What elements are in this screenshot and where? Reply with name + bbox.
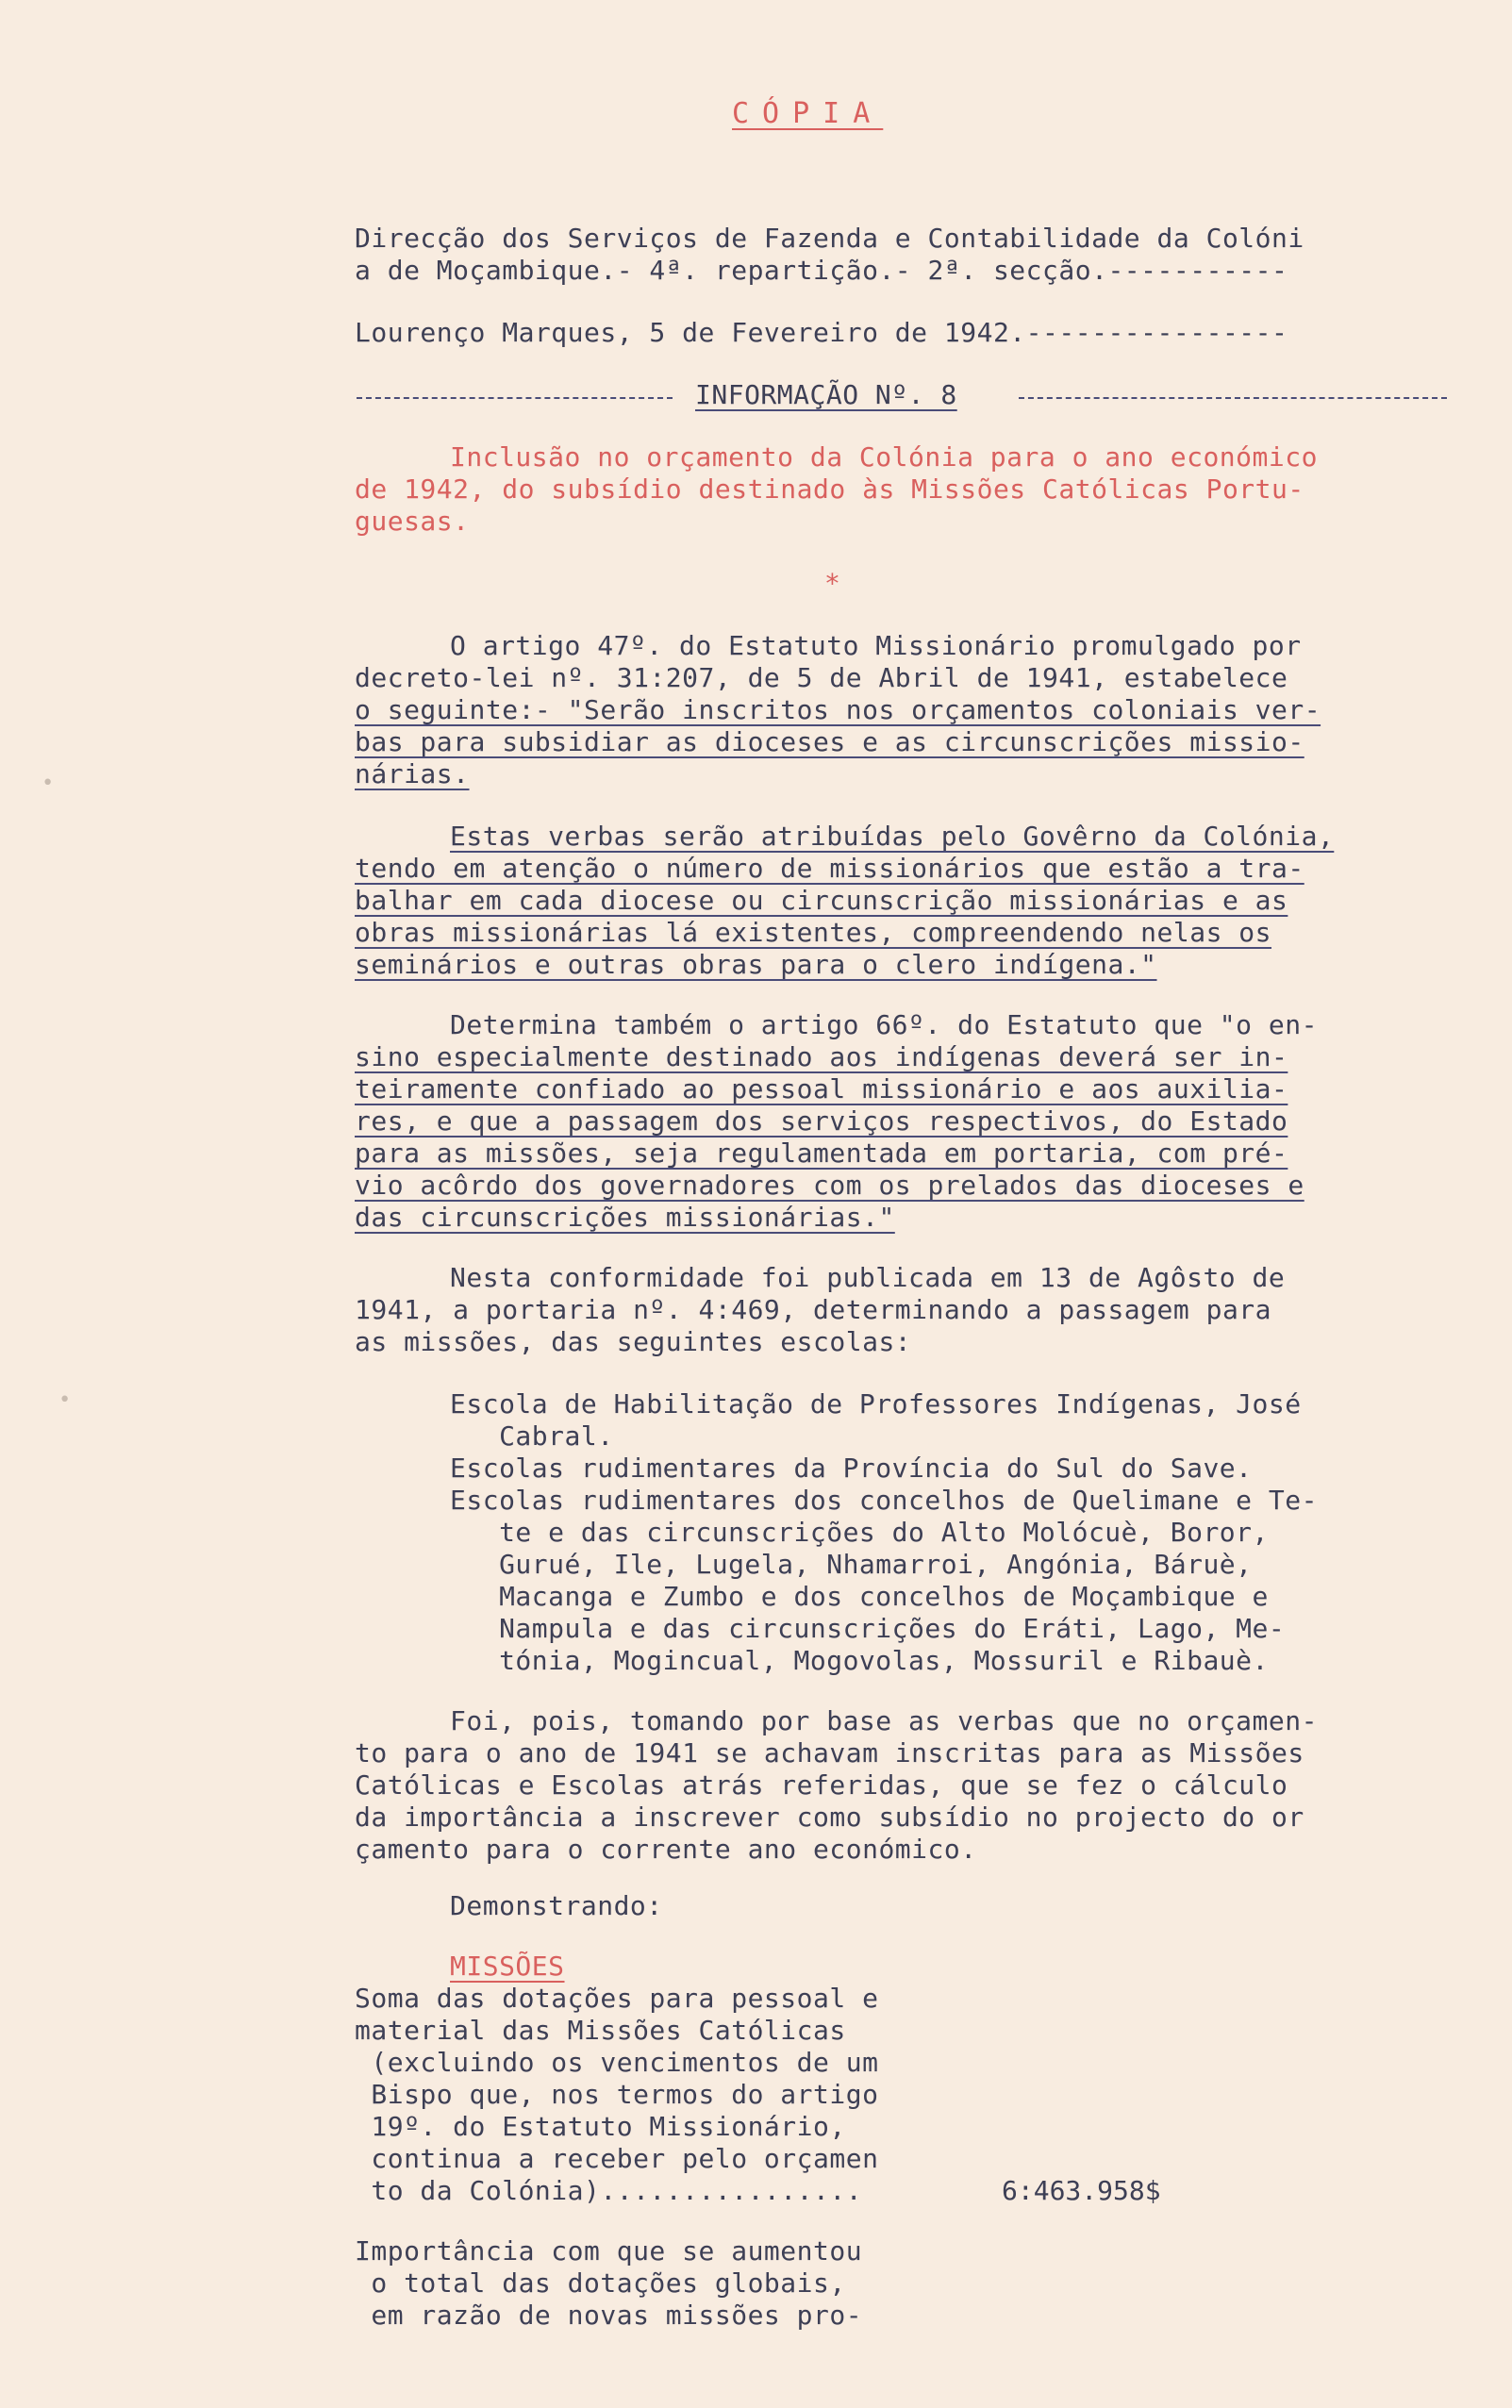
para4-line-3: as missões, das seguintes escolas: [355,1326,912,1357]
date-line: Lourenço Marques, 5 de Fevereiro de 1942.---------------- [355,317,1288,348]
para5-line-2: to para o ano de 1941 se achavam inscritas para as Missões [355,1737,1304,1769]
para4-line-2: 1941, a portaria nº. 4:469, determinando a passagem para [355,1294,1272,1325]
para2-line-3: balhar em cada diocese ou circunscrição missionárias e as [355,885,1288,916]
margin-mark: • [42,772,55,795]
para3-line-2: sino especialmente destinado aos indígenas deverá ser in- [355,1041,1288,1072]
school-line-2: Cabral. [450,1420,614,1452]
para3-line-1: Determina também o artigo 66º. do Estatuto que "o en- [450,1009,1318,1040]
para2-line-1: Estas verbas serão atribuídas pelo Govêrno da Colónia, [450,821,1335,852]
header-line-1: Direcção dos Serviços de Fazenda e Contabilidade da Colóni [355,223,1304,254]
school-line-5: te e das circunscrições do Alto Molócuè, Boror, [450,1517,1269,1548]
para4-line-1: Nesta conformidade foi publicada em 13 de Agôsto de [450,1262,1286,1293]
item1-line-1: Soma das dotações para pessoal e [355,1983,879,2014]
subject-line-3: guesas. [355,506,470,537]
school-line-4: Escolas rudimentares dos concelhos de Quelimane e Te- [450,1485,1318,1516]
para3-line-3: teiramente confiado ao pessoal missionário e aos auxilia- [355,1073,1288,1104]
margin-mark: • [58,1388,72,1412]
separator-asterisk: * [824,568,841,599]
para5-line-1: Foi, pois, tomando por base as verbas que no orçamen- [450,1705,1318,1736]
para3-line-4: res, e que a passagem dos serviços respectivos, do Estado [355,1105,1288,1137]
para1-line-5: nárias. [355,758,470,789]
para3-line-7: das circunscrições missionárias." [355,1202,895,1233]
info-label: INFORMAÇÃO Nº. 8 [695,379,957,410]
para1-line-4: bas para subsidiar as dioceses e as circunscrições missio- [355,726,1304,757]
item2-line-2: o total das dotações globais, [355,2267,846,2299]
para1-line-1: O artigo 47º. do Estatuto Missionário promulgado por [450,630,1302,661]
school-line-8: Nampula e das circunscrições do Eráti, Lago, Me- [450,1613,1286,1644]
school-line-3: Escolas rudimentares da Província do Sul do Save. [450,1453,1253,1484]
school-line-1: Escola de Habilitação de Professores Indígenas, José [450,1388,1302,1420]
item2-line-1: Importância com que se aumentou [355,2235,863,2267]
para3-line-6: vio acôrdo dos governadores com os prelados das dioceses e [355,1170,1304,1201]
para3-line-5: para as missões, seja regulamentada em portaria, com pré- [355,1138,1288,1169]
demonstrating-label: Demonstrando: [450,1890,663,1921]
info-dash-right [1019,397,1447,399]
para1-line-3: o seguinte:- "Serão inscritos nos orçamentos coloniais ver- [355,694,1321,725]
school-line-6: Gurué, Ile, Lugela, Nhamarroi, Angónia, Báruè, [450,1549,1253,1580]
para1-line-2: decreto-lei nº. 31:207, de 5 de Abril de 1941, estabelece [355,662,1288,693]
school-line-9: tónia, Mogincual, Mogovolas, Mossuril e Ribauè. [450,1645,1269,1676]
info-dash-left [357,397,673,399]
subject-line-1: Inclusão no orçamento da Colónia para o ano económico [450,441,1318,473]
item1-line-2: material das Missões Católicas [355,2015,846,2046]
document-title: CÓPIA [732,97,884,130]
para5-line-4: da importância a inscrever como subsídio no projecto do or [355,1802,1304,1833]
para5-line-5: çamento para o corrente ano económico. [355,1834,977,1865]
para2-line-5: seminários e outras obras para o clero indígena." [355,949,1157,980]
item1-amount: 6:463.958$ [1002,2175,1161,2206]
school-line-7: Macanga e Zumbo e dos concelhos de Moçambique e [450,1581,1269,1612]
para2-line-4: obras missionárias lá existentes, compreendendo nelas os [355,917,1272,948]
subject-line-2: de 1942, do subsídio destinado às Missões Católicas Portu- [355,473,1304,505]
item1-line-4: Bispo que, nos termos do artigo [355,2079,879,2110]
item2-line-3: em razão de novas missões pro- [355,2300,863,2331]
item1-line-3: (excluindo os vencimentos de um [355,2047,879,2078]
para2-line-2: tendo em atenção o número de missionários que estão a tra- [355,853,1304,884]
item1-line-5: 19º. do Estatuto Missionário, [355,2111,846,2142]
para5-line-3: Católicas e Escolas atrás referidas, que se fez o cálculo [355,1769,1288,1801]
section-heading-missoes: MISSÕES [450,1951,565,1982]
item1-line-7: to da Colónia)................ [355,2175,863,2206]
item1-line-6: continua a receber pelo orçamen [355,2143,879,2174]
header-line-2: a de Moçambique.- 4ª. repartição.- 2ª. secção.----------- [355,255,1288,286]
